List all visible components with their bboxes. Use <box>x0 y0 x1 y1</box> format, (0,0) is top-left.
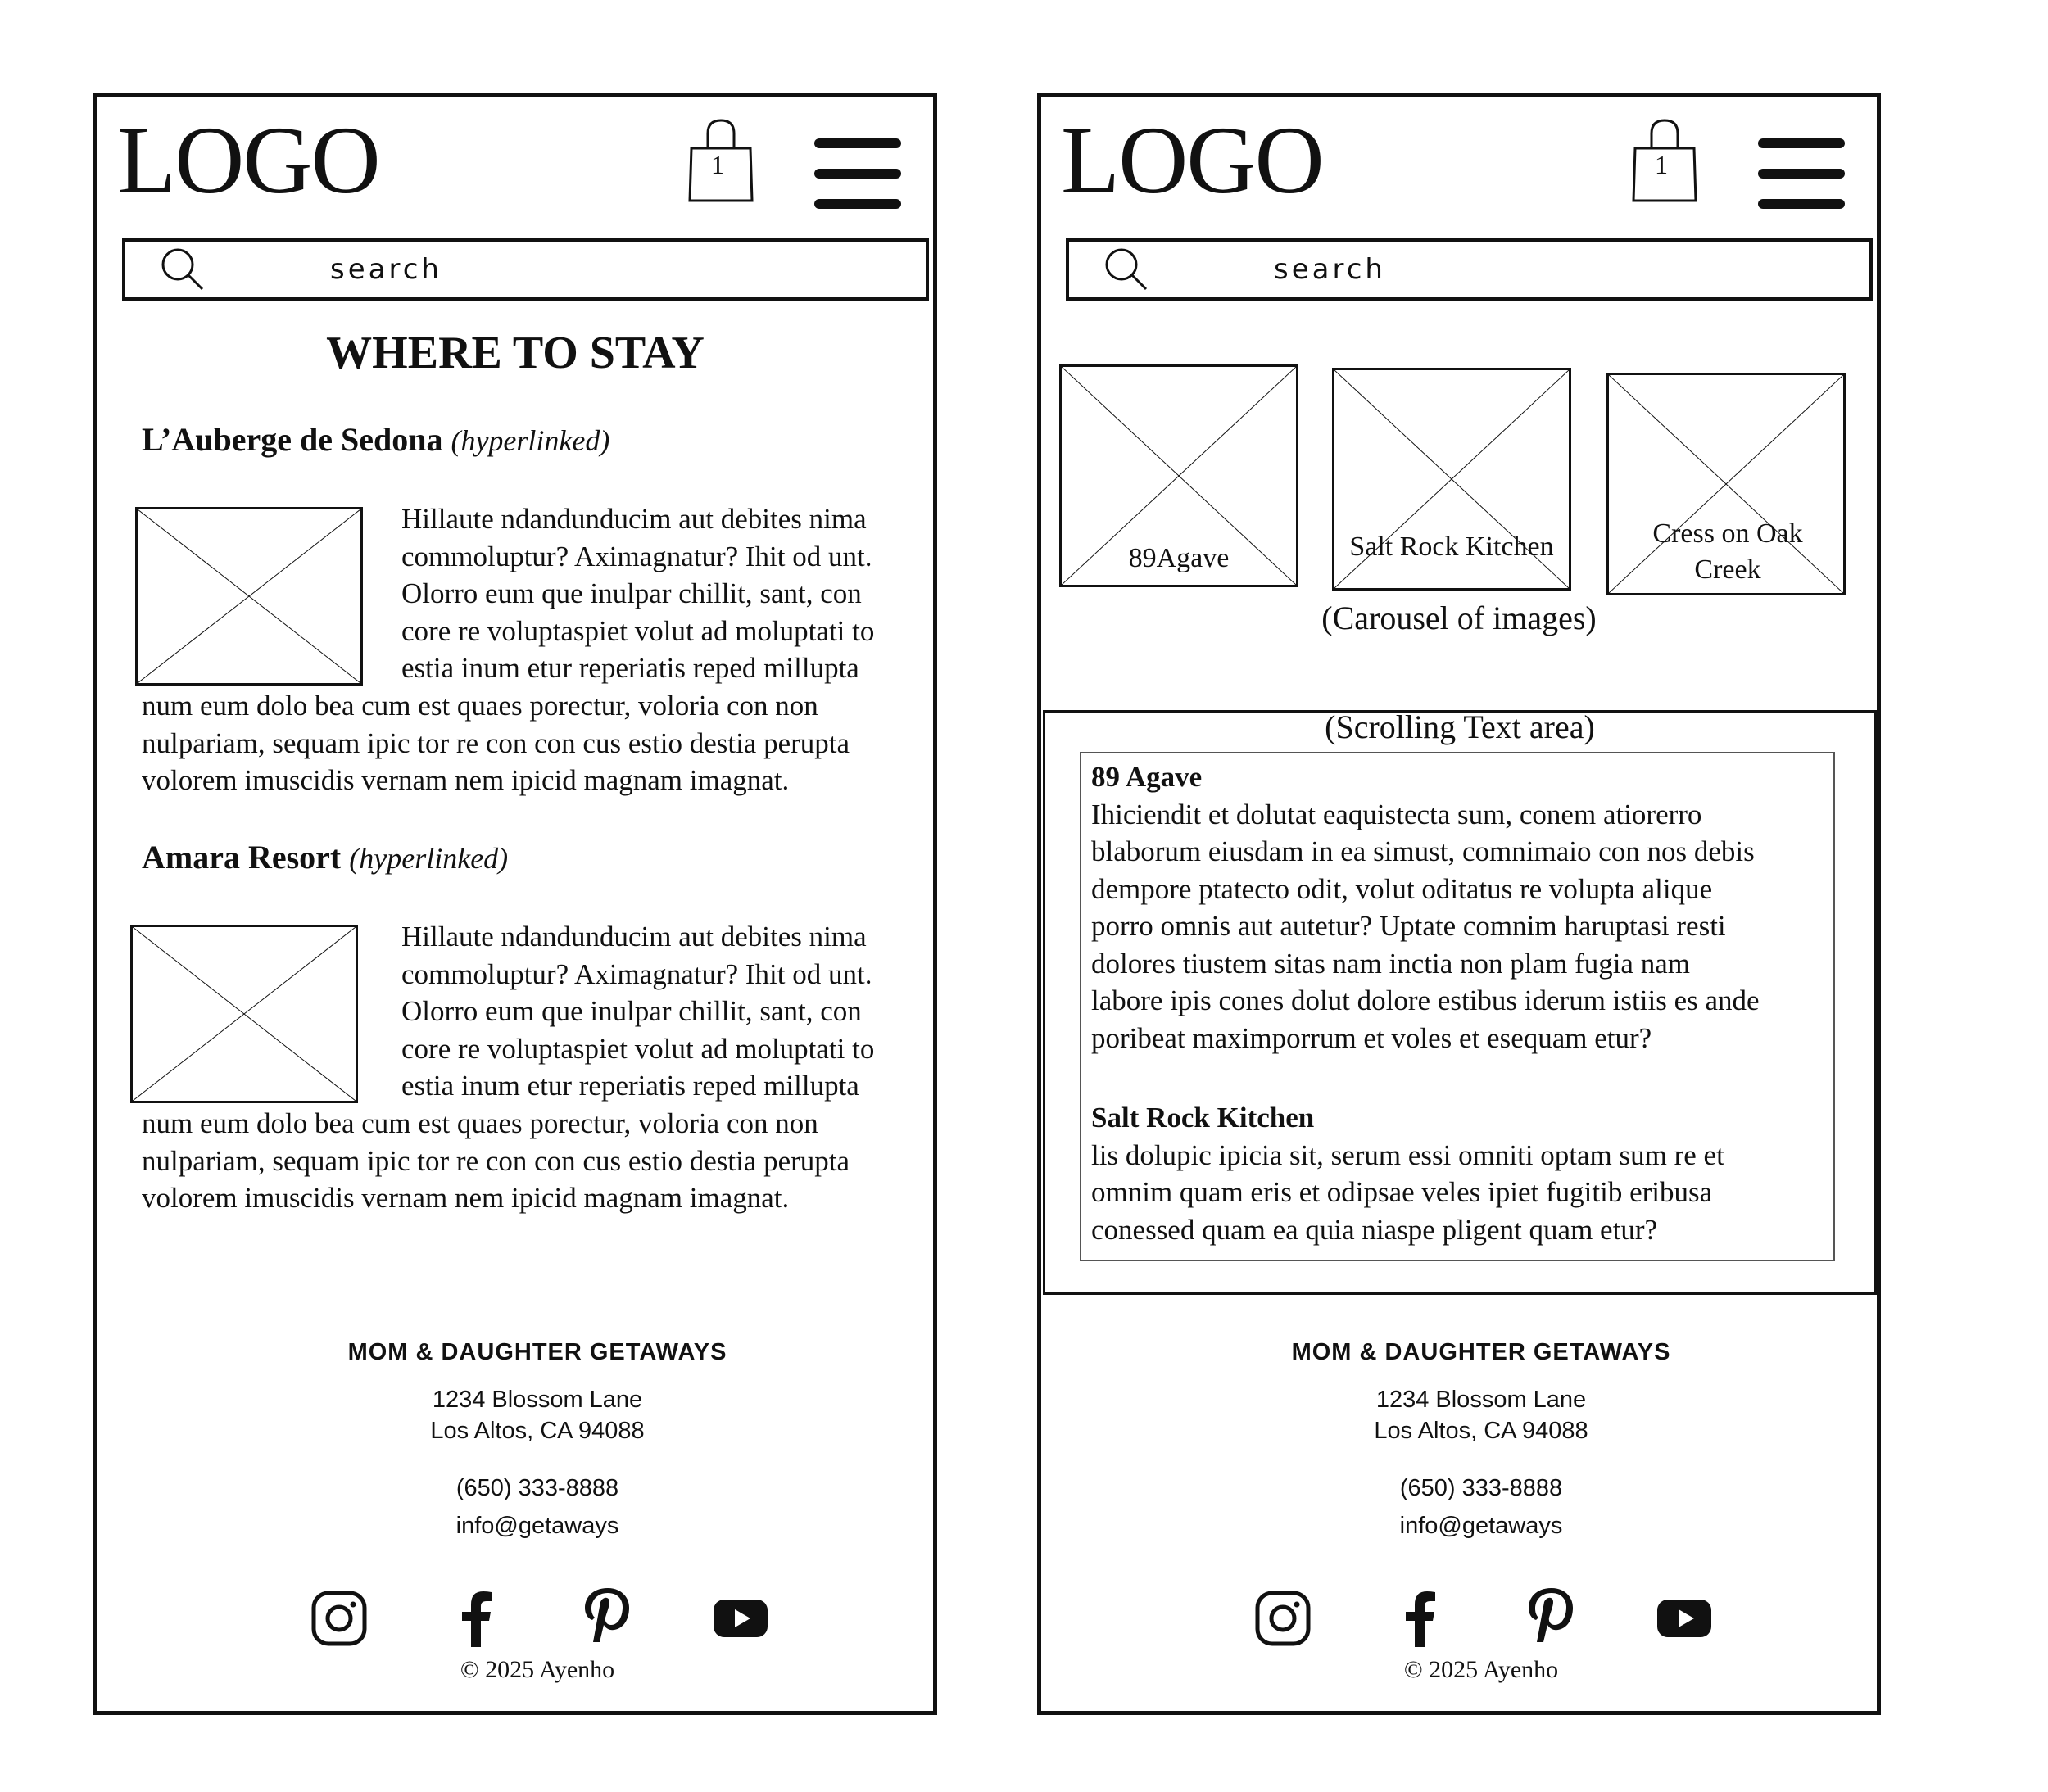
left-phone-frame <box>93 93 937 1715</box>
text-line: Olorro eum que inulpar chillit, sant, con <box>401 995 862 1027</box>
hotel-link-note: (hyperlinked) <box>451 424 610 457</box>
cart-count: 1 <box>711 150 724 179</box>
text-line: poribeat maximporrum et voles et esequam etur? <box>1091 1021 1652 1054</box>
image-placeholder-icon <box>133 927 356 1101</box>
carousel-item[interactable] <box>1606 373 1846 595</box>
menu-button[interactable] <box>814 138 904 209</box>
footer-contact <box>120 1469 955 1545</box>
facebook-icon[interactable] <box>448 1590 505 1647</box>
text-line: blaborum eiusdam in ea simust, comnimaio con nos debis <box>1091 835 1755 867</box>
hotel-image-placeholder <box>135 507 363 686</box>
hotel-link-note: (hyperlinked) <box>349 842 509 875</box>
footer-contact <box>1063 1469 1899 1545</box>
footer-company: MOM & DAUGHTER GETAWAYS <box>1291 1339 1671 1365</box>
address-line: 1234 Blossom Lane <box>1375 1387 1587 1413</box>
pinterest-icon[interactable] <box>1522 1586 1579 1644</box>
footer-company: MOM & DAUGHTER GETAWAYS <box>347 1339 727 1365</box>
text-line: num eum dolo bea cum est quaes porectur, voloria con non <box>142 690 818 722</box>
text-line: core re voluptaspiet volut ad moluptati to <box>401 614 875 647</box>
hotel-description <box>401 500 874 687</box>
text-line: estia inum etur reperiatis reped millupta <box>401 652 859 684</box>
text-line: dempore ptatecto odit, volut oditatus re volupta alique <box>1091 872 1713 905</box>
hotel-description-cont <box>142 687 850 799</box>
text-line: volorem imuscidis vernam nem ipicid magnam imagnat. <box>142 764 790 796</box>
address-line: 1234 Blossom Lane <box>432 1387 643 1413</box>
address-line: Los Altos, CA 94088 <box>1374 1418 1588 1444</box>
carousel-caption: (Carousel of images) <box>1321 600 1597 636</box>
text-line: commoluptur? Aximagnatur? Ihit od unt. <box>401 540 872 572</box>
scroll-text <box>1091 758 1760 1248</box>
hotel-description-cont <box>142 1105 850 1217</box>
search-icon <box>1102 245 1151 294</box>
search-icon <box>158 245 207 294</box>
phone-link[interactable]: (650) 333-8888 <box>1399 1475 1563 1501</box>
carousel-item-label: 89Agave <box>1128 543 1230 573</box>
footer <box>1041 1339 1877 1545</box>
carousel-item-label: Salt Rock Kitchen <box>1349 532 1554 562</box>
text-line: estia inum etur reperiatis reped millupta <box>401 1070 859 1102</box>
text-line: commoluptur? Aximagnatur? Ihit od unt. <box>401 957 872 990</box>
text-line: nulpariam, sequam ipic tor re con con cus estio destia perupta <box>142 1144 850 1177</box>
text-line: nulpariam, sequam ipic tor re con con cus estio destia perupta <box>142 726 850 759</box>
email-link[interactable]: info@getaways <box>455 1513 619 1539</box>
hotel-heading[interactable] <box>142 838 508 876</box>
youtube-icon[interactable] <box>1656 1590 1713 1647</box>
text-line: Hillaute ndandunducim aut debites nima <box>401 921 867 953</box>
instagram-icon[interactable] <box>1254 1590 1312 1647</box>
scroll-content[interactable] <box>1080 752 1835 1261</box>
search-placeholder: search <box>1274 253 1386 286</box>
youtube-icon[interactable] <box>712 1590 769 1647</box>
text-line: omnim quam eris et odipsae veles ipiet fugitib eribusa <box>1091 1176 1713 1208</box>
text-line: Ihiciendit et dolutat eaquistecta sum, conem atiorerro <box>1091 798 1702 830</box>
text-line: core re voluptaspiet volut ad moluptati to <box>401 1032 875 1065</box>
text-line: Olorro eum que inulpar chillit, sant, con <box>401 577 862 609</box>
social-links <box>310 1590 884 1655</box>
pinterest-icon[interactable] <box>578 1586 636 1644</box>
search-placeholder: search <box>330 253 442 286</box>
text-line: conessed quam ea quia niaspe pligent quam etur? <box>1091 1213 1658 1246</box>
hotel-image-placeholder <box>130 925 358 1103</box>
footer <box>97 1339 933 1545</box>
copyright: © 2025 Ayenho <box>1403 1656 1559 1683</box>
cart-button[interactable] <box>1632 117 1697 203</box>
carousel-item[interactable] <box>1059 364 1298 587</box>
cart-button[interactable] <box>688 117 754 203</box>
hotel-name-link[interactable]: L’Auberge de Sedona <box>142 421 443 458</box>
hotel-description <box>401 918 874 1105</box>
facebook-icon[interactable] <box>1392 1590 1449 1647</box>
hotel-heading[interactable] <box>142 420 609 459</box>
text-line: volorem imuscidis vernam nem ipicid magnam imagnat. <box>142 1182 790 1214</box>
section-title: Salt Rock Kitchen <box>1091 1102 1315 1134</box>
text-line: lis dolupic ipicia sit, serum essi omniti optam sum re et <box>1091 1138 1724 1171</box>
phone-link[interactable]: (650) 333-8888 <box>455 1475 619 1501</box>
email-link[interactable]: info@getaways <box>1399 1513 1563 1539</box>
text-line: dolores tiustem sitas nam inctia non plam fugia nam <box>1091 947 1690 980</box>
carousel-item-label: Cress on Oak Creek <box>1652 518 1803 585</box>
copyright: © 2025 Ayenho <box>460 1656 615 1683</box>
search-bar[interactable] <box>122 238 929 301</box>
address-line: Los Altos, CA 94088 <box>430 1418 645 1444</box>
text-line: num eum dolo bea cum est quaes porectur, voloria con non <box>142 1107 818 1139</box>
page-title: WHERE TO STAY <box>326 328 705 378</box>
scrolling-text-area[interactable] <box>1043 710 1877 1295</box>
footer-address <box>120 1384 955 1446</box>
hotel-name-link[interactable]: Amara Resort <box>142 839 342 876</box>
logo[interactable]: LOGO <box>1061 106 1323 214</box>
text-line: labore ipis cones dolut dolore estibus iderum istiis es ande <box>1091 984 1760 1016</box>
right-phone-frame <box>1037 93 1881 1715</box>
carousel-item[interactable] <box>1332 368 1571 591</box>
social-links <box>1254 1590 1828 1655</box>
section-title: 89 Agave <box>1091 761 1203 793</box>
image-placeholder-icon <box>138 509 360 683</box>
text-line: Hillaute ndandunducim aut debites nima <box>401 503 867 535</box>
cart-count: 1 <box>1655 150 1668 179</box>
text-line: porro omnis aut autetur? Uptate comnim haruptasi resti <box>1091 910 1726 942</box>
footer-address <box>1063 1384 1899 1446</box>
menu-button[interactable] <box>1758 138 1848 209</box>
logo[interactable]: LOGO <box>117 106 379 214</box>
instagram-icon[interactable] <box>310 1590 368 1647</box>
scroll-caption: (Scrolling Text area) <box>1325 708 1595 745</box>
search-bar[interactable] <box>1066 238 1873 301</box>
